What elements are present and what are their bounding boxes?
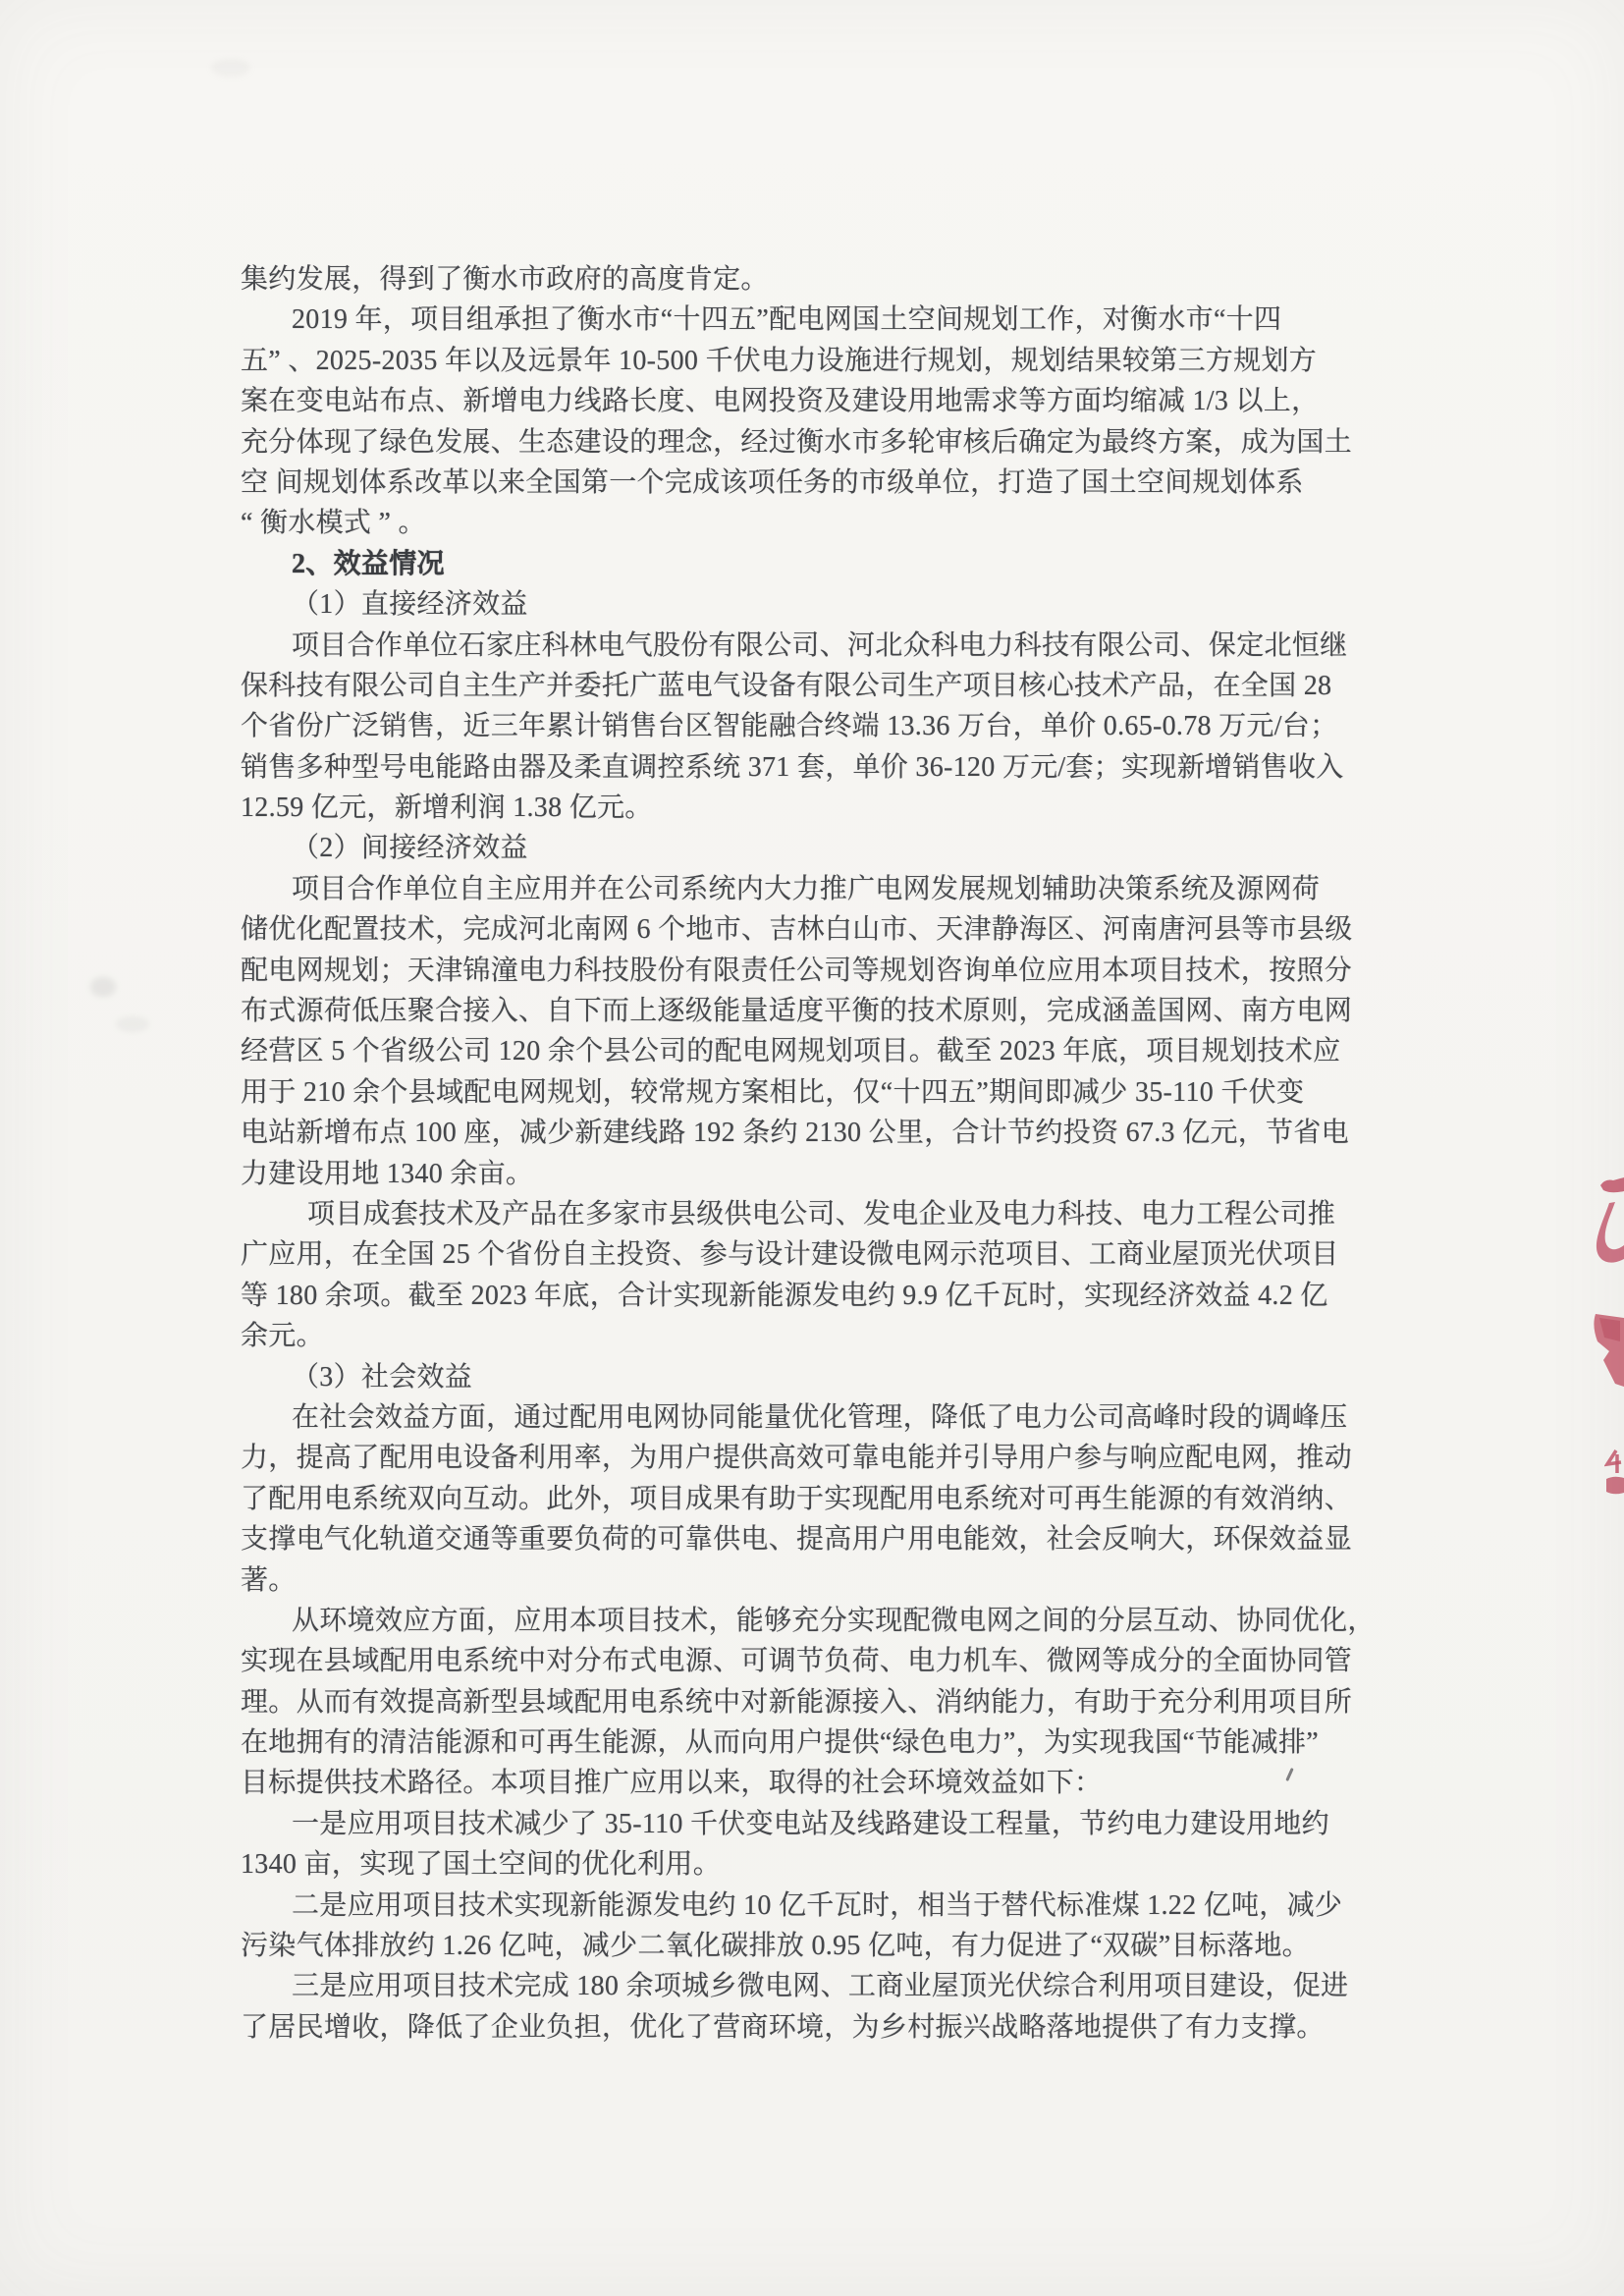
text-line: 空 间规划体系改革以来全国第一个完成该项任务的市级单位，打造了国土空间规划体系 (241, 466, 1304, 498)
text-line: 污染气体排放约 1.26 亿吨，减少二氧化碳排放 0.95 亿吨，有力促进了“双碳”目标落地。 (241, 1931, 1310, 1962)
text-line: 项目合作单位自主应用并在公司系统内大力推广电网发展规划辅助决策系统及源网荷 (292, 873, 1321, 904)
text-line: 充分体现了绿色发展、生态建设的理念，经过衡水市多轮审核后确定为最终方案，成为国土 (241, 426, 1353, 458)
text-line: 集约发展，得到了衡水市政府的高度肯定。 (241, 264, 769, 295)
text-line: “ 衡水模式 ” 。 (241, 508, 426, 539)
text-line: 1340 亩，实现了国土空间的优化利用。 (241, 1849, 722, 1881)
scan-smudge (211, 59, 250, 77)
text-line: 项目合作单位石家庄科林电气股份有限公司、河北众科电力科技有限公司、保定北恒继 (292, 629, 1348, 661)
text-line: 布式源荷低压聚合接入、自下而上逐级能量适度平衡的技术原则，完成涵盖国网、南方电网 (241, 996, 1353, 1027)
text-line: 电站新增布点 100 座，减少新建线路 192 条约 2130 公里，合计节约投资 67.3 亿元，节省电 (241, 1118, 1349, 1149)
text-line: 力，提高了配用电设备利用率，为用户提供高效可靠电能并引导用户参与响应配电网，推动 (241, 1443, 1353, 1474)
text-line: （2）间接经济效益 (292, 833, 528, 864)
text-line: 项目成套技术及产品在多家市县级供电公司、发电企业及电力科技、电力工程公司推 (307, 1198, 1336, 1230)
text-line: 从环境效应方面，应用本项目技术，能够充分实现配微电网之间的分层互动、协同优化， (292, 1605, 1376, 1636)
section-heading: 2、效益情况 (292, 548, 445, 579)
text-line: 一是应用项目技术减少了 35-110 千伏变电站及线路建设工程量，节约电力建设用地约 (292, 1808, 1329, 1839)
text-line: 二是应用项目技术实现新能源发电约 10 亿千瓦时，相当于替代标准煤 1.22 亿吨，减少 (292, 1889, 1343, 1921)
text-line: 等 180 余项。截至 2023 年底，合计实现新能源发电约 9.9 亿千瓦时，实现经济效益 4.2 亿 (241, 1280, 1328, 1311)
text-line: 力建设用地 1340 余亩。 (241, 1158, 534, 1189)
text-line: 用于 210 余个县域配电网规划，较常规方案相比，仅“十四五”期间即减少 35-110 千伏变 (241, 1076, 1305, 1108)
text-line: 五” 、2025-2035 年以及远景年 10-500 千伏电力设施进行规划，规划结果较第三方规划方 (241, 345, 1318, 376)
text-line: 在社会效益方面，通过配用电网协同能量优化管理，降低了电力公司高峰时段的调峰压 (292, 1401, 1348, 1433)
text-line: 保科技有限公司自主生产并委托广蓝电气设备有限公司生产项目核心技术产品，在全国 28 (241, 670, 1332, 701)
text-line: （3）社会效益 (292, 1361, 473, 1393)
text-line: 配电网规划；天津锦潼电力科技股份有限责任公司等规划咨询单位应用本项目技术，按照分 (241, 955, 1353, 986)
text-line: 余元。 (241, 1321, 324, 1352)
text-line: （1）直接经济效益 (292, 589, 528, 621)
text-line: 了居民增收，降低了企业负担，优化了营商环境，为乡村振兴战略落地提供了有力支撑。 (241, 2011, 1325, 2043)
red-ink-stroke-icon (1595, 1202, 1624, 1274)
scan-smudge (116, 1016, 149, 1032)
text-line: 理。从而有效提高新型县域配用电系统中对新能源接入、消纳能力，有助于充分利用项目所 (241, 1686, 1353, 1718)
text-line: 个省份广泛销售，近三年累计销售台区智能融合终端 13.36 万台，单价 0.65-0.78 万元/台； (241, 711, 1338, 742)
text-line: 支撑电气化轨道交通等重要负荷的可靠供电、提高用户用电能效，社会反响大，环保效益显 (241, 1524, 1353, 1556)
text-block (241, 259, 1409, 2048)
red-ink-stamp-blob-icon (1598, 1176, 1624, 1199)
text-line: 12.59 亿元，新增利润 1.38 亿元。 (241, 793, 653, 824)
text-line: 三是应用项目技术完成 180 余项城乡微电网、工商业屋顶光伏综合利用项目建设，促进 (292, 1971, 1349, 2002)
scan-smudge (90, 977, 116, 997)
red-ink-character-fragment-icon (1589, 1312, 1624, 1394)
text-line: 广应用，在全国 25 个省份自主投资、参与设计建设微电网示范项目、工商业屋顶光伏项目 (241, 1239, 1339, 1271)
text-line: 了配用电系统双向互动。此外，项目成果有助于实现配用电系统对可再生能源的有效消纳、 (241, 1483, 1353, 1514)
text-line: 销售多种型号电能路由器及柔直调控系统 371 套，单价 36-120 万元/套；实现新增销售收入 (241, 751, 1344, 783)
text-line: 储优化配置技术，完成河北南网 6 个地市、吉林白山市、天津静海区、河南唐河县等市县级 (241, 914, 1353, 946)
red-ink-numeral-fragment-icon (1604, 1449, 1624, 1502)
text-line: 经营区 5 个省级公司 120 余个县公司的配电网规划项目。截至 2023 年底，项目规划技术应 (241, 1036, 1341, 1067)
text-line: 目标提供技术路径。本项目推广应用以来，取得的社会环境效益如下： (241, 1768, 1103, 1799)
text-line: 著。 (241, 1564, 297, 1596)
text-line: 实现在县域配用电系统中对分布式电源、可调节负荷、电力机车、微网等成分的全面协同管 (241, 1646, 1353, 1677)
text-line: 案在变电站布点、新增电力线路长度、电网投资及建设用地需求等方面均缩减 1/3 以上， (241, 386, 1320, 417)
text-line: 2019 年，项目组承担了衡水市“十四五”配电网国土空间规划工作，对衡水市“十四 (292, 304, 1282, 336)
text-line: 在地拥有的清洁能源和可再生能源，从而向用户提供“绿色电力”，为实现我国“节能减排” (241, 1727, 1320, 1759)
